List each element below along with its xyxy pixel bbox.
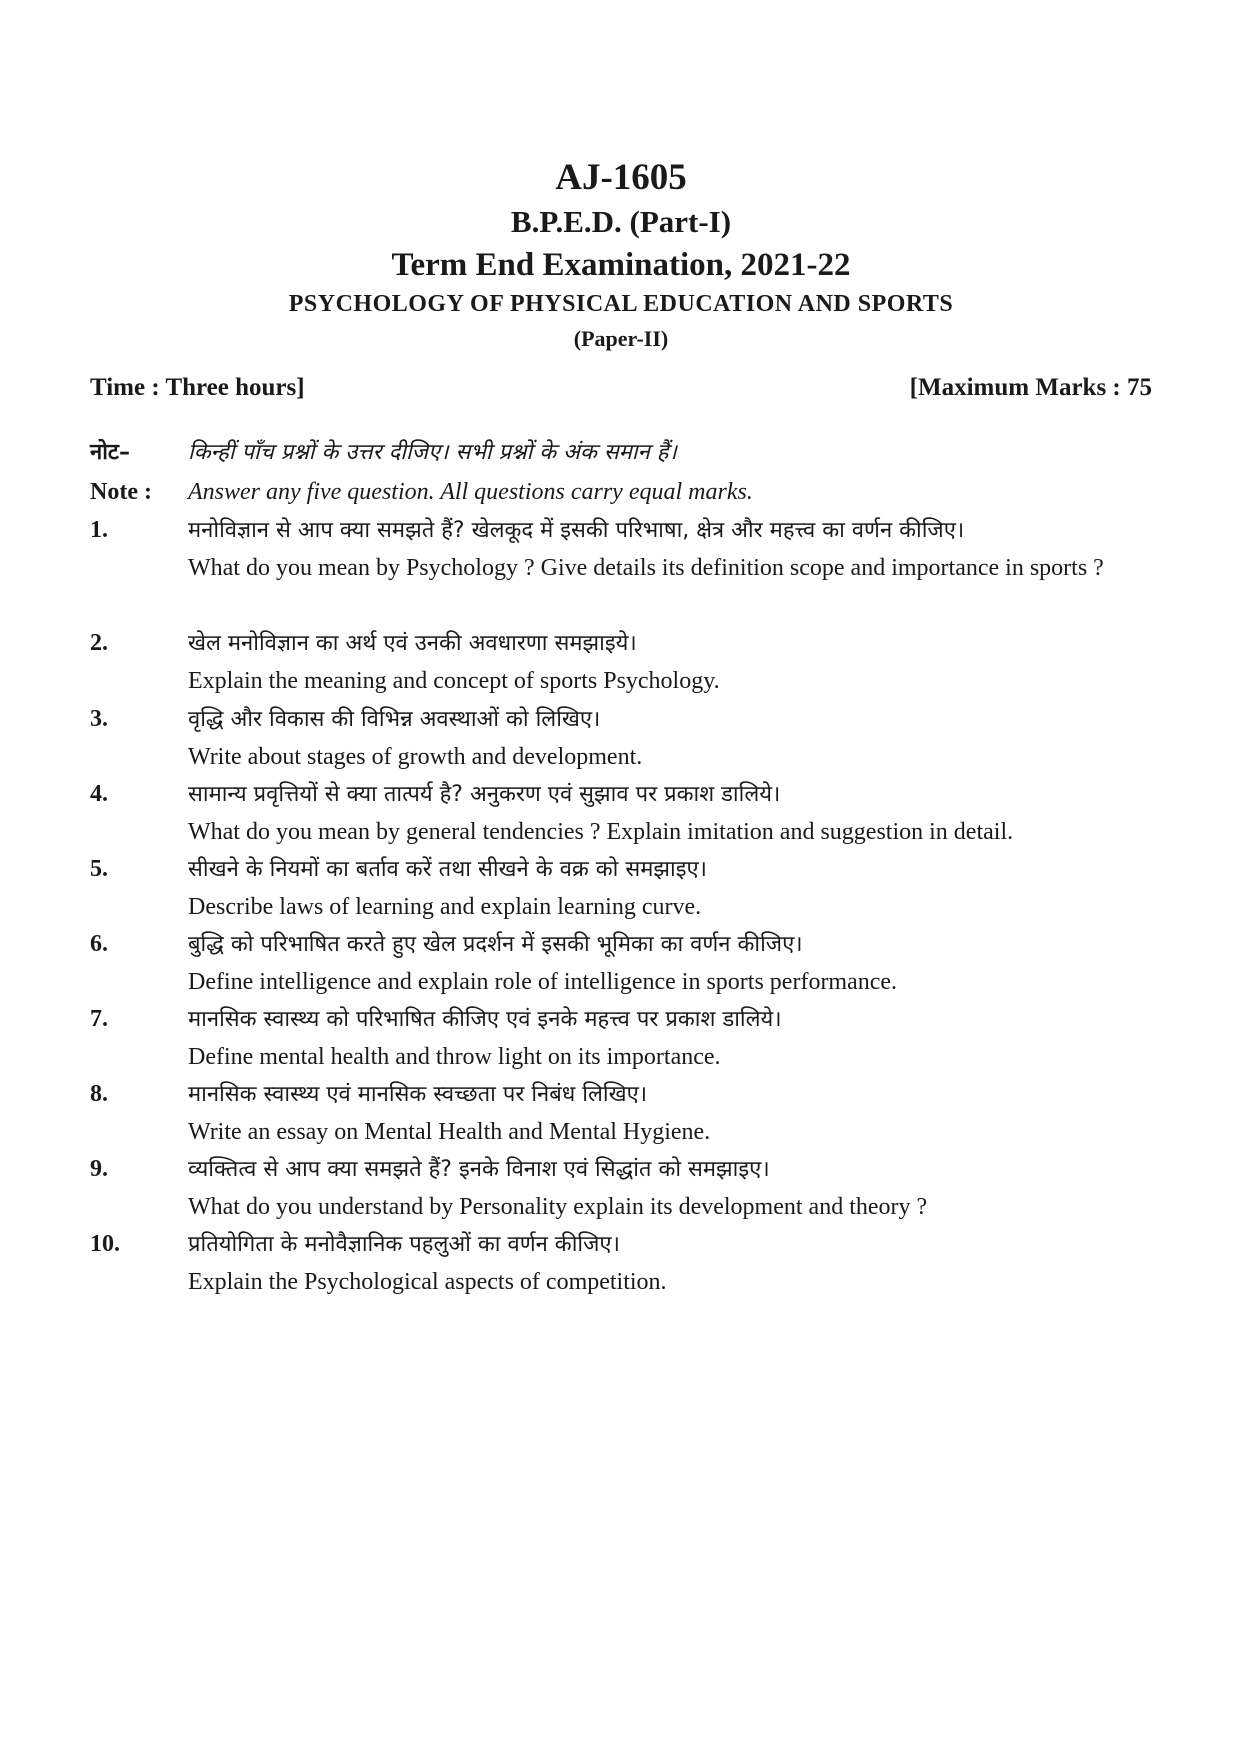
question-hindi: खेल मनोविज्ञान का अर्थ एवं उनकी अवधारणा समझाइये। <box>188 631 637 656</box>
course-title: B.P.E.D. (Part-I) <box>510 204 732 239</box>
question-hindi: व्यक्तित्व से आप क्या समझते हैं? इनके विनाश एवं सिद्धांत को समझाइए। <box>188 1157 770 1182</box>
question-hindi: मानसिक स्वास्थ्य एवं मानसिक स्वच्छता पर निबंध लिखिए। <box>188 1082 648 1107</box>
question-hindi: सामान्य प्रवृत्तियों से क्या तात्पर्य है? अनुकरण एवं सुझाव पर प्रकाश डालिये। <box>188 782 781 807</box>
question-hindi: प्रतियोगिता के मनोवैज्ञानिक पहलुओं का वर्णन कीजिए। <box>188 1232 620 1257</box>
paper-code: AJ-1605 <box>555 157 687 198</box>
question-english: Explain the Psychological aspects of competition. <box>188 1269 667 1295</box>
question-hindi: मानसिक स्वास्थ्य को परिभाषित कीजिए एवं इनके महत्त्व पर प्रकाश डालिये। <box>188 1007 782 1032</box>
question-number: 8. <box>90 1081 108 1107</box>
question-english: What do you understand by Personality explain its development and theory ? <box>188 1194 928 1220</box>
question-english: Write about stages of growth and development. <box>188 744 643 770</box>
question-hindi: मनोविज्ञान से आप क्या समझते हैं? खेलकूद में इसकी परिभाषा, क्षेत्र और महत्त्व का वर्णन कीजिए। <box>188 518 965 543</box>
question-number: 10. <box>90 1231 120 1257</box>
question-number: 6. <box>90 931 108 957</box>
exam-header <box>0 155 1242 357</box>
note-hindi-text: किन्हीं पाँच प्रश्नों के उत्तर दीजिए। सभी प्रश्नों के अंक समान हैं। <box>188 440 677 465</box>
question-number: 3. <box>90 706 108 732</box>
question-english: Define mental health and throw light on its importance. <box>188 1044 721 1070</box>
question-english: Define intelligence and explain role of intelligence in sports performance. <box>188 969 898 995</box>
question-english: Explain the meaning and concept of sports Psychology. <box>188 668 720 694</box>
question-english: Write an essay on Mental Health and Mental Hygiene. <box>188 1119 711 1145</box>
question-number: 1. <box>90 517 108 543</box>
question-number: 9. <box>90 1156 108 1182</box>
question-number: 4. <box>90 781 108 807</box>
question-number: 2. <box>90 630 108 656</box>
question-english: What do you mean by general tendencies ? Explain imitation and suggestion in detail. <box>188 819 1014 845</box>
paper-number: (Paper-II) <box>573 326 669 351</box>
note-hindi-label: नोट– <box>90 440 130 465</box>
question-hindi: सीखने के नियमों का बर्ताव करें तथा सीखने के वक्र को समझाइए। <box>188 857 707 882</box>
question-english: Describe laws of learning and explain learning curve. <box>188 894 702 920</box>
question-hindi: बुद्धि को परिभाषित करते हुए खेल प्रदर्शन में इसकी भूमिका का वर्णन कीजिए। <box>188 932 803 957</box>
time-allowed: Time : Three hours] <box>90 374 305 401</box>
question-number: 5. <box>90 856 108 882</box>
note-english-label: Note : <box>90 479 152 505</box>
note-english-text: Answer any five question. All questions carry equal marks. <box>188 479 753 505</box>
question-hindi: वृद्धि और विकास की विभिन्न अवस्थाओं को लिखिए। <box>188 707 601 732</box>
exam-title: Term End Examination, 2021-22 <box>391 247 851 283</box>
subject-title: PSYCHOLOGY OF PHYSICAL EDUCATION AND SPORTS <box>288 291 954 317</box>
question-english: What do you mean by Psychology ? Give details its definition scope and importance in sports ? <box>188 555 1104 581</box>
question-number: 7. <box>90 1006 108 1032</box>
maximum-marks: [Maximum Marks : 75 <box>909 374 1152 401</box>
